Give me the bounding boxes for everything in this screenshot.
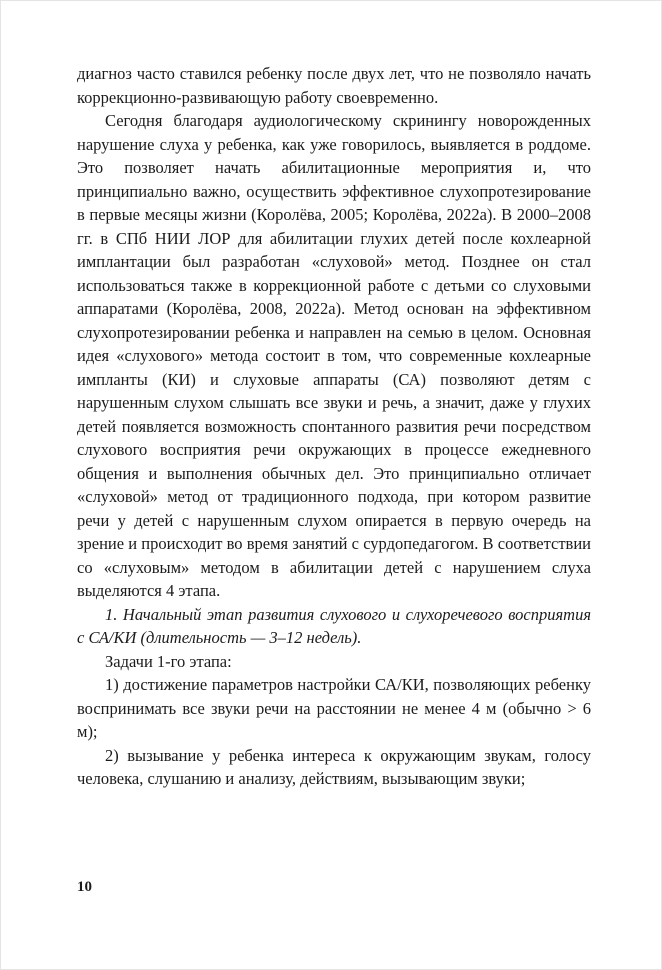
paragraph-task-2: 2) вызывание у ребенка интереса к окружающим звукам, голосу человека, слушанию и анализу, действиям, вызывающим звуки; bbox=[77, 745, 591, 788]
paragraph-main: Сегодня благодаря аудиологическому скринингу новорожденных нарушение слуха у ребенка, как уже говорилось, выявляется в роддоме. Это позволяет начать абилитационные мероприятия и, что принципиально важно, осуществить эффективное слухопротезирование в первые месяцы жизни (Королёва, 2005; Королёва, 2022а). В 2000–2008 гг. в СПб НИИ ЛОР для абилитации глухих детей после кохлеарной имплантации был разработан «слуховой» метод. Позднее он стал использоваться также в коррекционной работе с детьми со слуховыми аппаратами (Королёва, 2008, 2022а). Метод основан на эффективном слухопротезировании ребенка и направлен на семью в целом. Основная идея «слухового» метода состоит в том, что современные кохлеарные импланты (КИ) и слуховые аппараты (СА) позволяют детям с нарушенным слухом слышать все звуки и речь, а значит, даже у глухих детей появляется возможность спонтанного развития речи посредством слухового восприятия речи окружающих в процессе ежедневного общения и выполнения обычных дел. Это принципиально отличает «слуховой» метод от традиционного подхода, при котором развитие речи у детей с нарушенным слухом опирается в первую очередь на зрение и происходит во время занятий с сурдопедагогом. В соответствии со «слуховым» методом в абилитации детей с нарушением слуха выделяются 4 этапа. bbox=[77, 111, 591, 600]
paragraph-tasks-label: Задачи 1-го этапа: bbox=[105, 651, 232, 671]
body-text bbox=[77, 62, 591, 791]
page-number: 10 bbox=[77, 879, 92, 895]
paragraph-stage-heading: 1. Начальный этап развития слухового и слухоречевого восприятия с СА/КИ (длительность — 3–12 недель). bbox=[77, 604, 591, 647]
paragraph-task-1: 1) достижение параметров настройки СА/КИ, позволяющих ребенку воспринимать все звуки речи на расстоянии не менее 4 м (обычно > 6 м); bbox=[77, 675, 591, 741]
paragraph-continuation: диагноз часто ставился ребенку после двух лет, что не позволяло начать коррекционно-развивающую работу своевременно. bbox=[77, 64, 591, 107]
